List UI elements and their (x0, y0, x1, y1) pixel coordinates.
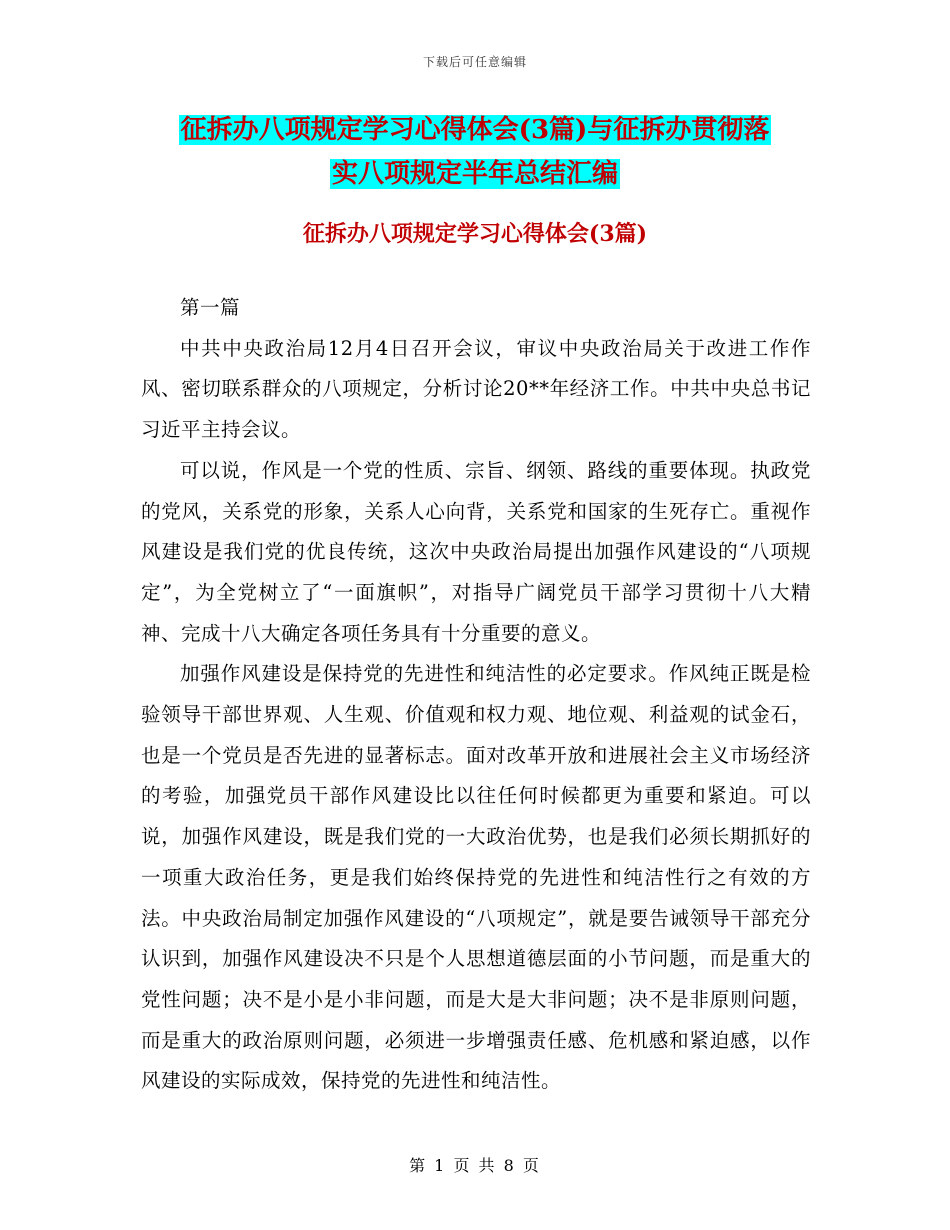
document-title-line-1 (0, 110, 950, 150)
page-number-footer: 第 1 页 共 8 页 (409, 1156, 541, 1175)
section-subtitle: 征拆办八项规定学习心得体会(3篇) (302, 221, 648, 247)
title-highlight-1: 征拆办八项规定学习心得体会(3篇)与征拆办贯彻落 (180, 115, 770, 145)
section-label: 第一篇 (180, 296, 241, 319)
title-highlight-2: 实八项规定半年总结汇编 (331, 159, 618, 189)
document-body (141, 288, 811, 1102)
paragraph-2: 可以说，作风是一个党的性质、宗旨、纲领、路线的重要体现。执政党的党风，关系党的形象，关系人心向背，关系党和国家的生死存亡。重视作风建设是我们党的优良传统，这次中央政治局提出加强作风建设的“八项规定”，为全党树立了“一面旗帜”，对指导广阔党员干部学习贯彻十八大精神、完成十八大确定各项任务具有十分重要的意义。 (141, 458, 811, 645)
paragraph-3: 加强作风建设是保持党的先进性和纯洁性的必定要求。作风纯正既是检验领导干部世界观、人生观、价值观和权力观、地位观、利益观的试金石，也是一个党员是否先进的显著标志。面对改革开放和进展社会主义市场经济的考验，加强党员干部作风建设比以往任何时候都更为重要和紧迫。可以说，加强作风建设，既是我们党的一大政治优势，也是我们必须长期抓好的一项重大政治任务，更是我们始终保持党的先进性和纯洁性行之有效的方法。中央政治局制定加强作风建设的“八项规定”，就是要告诫领导干部充分认识到，加强作风建设决不只是个人思想道德层面的小节问题，而是重大的党性问题；决不是小是小非问题，而是大是大非问题；决不是非原则问题，而是重大的政治原则问题，必须进一步增强责任感、危机感和紧迫感，以作风建设的实际成效，保持党的先进性和纯洁性。 (141, 662, 811, 1093)
document-title-line-2 (0, 154, 950, 194)
page-header-note: 下载后可任意编辑 (422, 55, 527, 69)
paragraph-1: 中共中央政治局12月4日召开会议，审议中央政治局关于改进工作作风、密切联系群众的八项规定，分析讨论20**年经济工作。中共中央总书记习近平主持会议。 (141, 336, 811, 442)
